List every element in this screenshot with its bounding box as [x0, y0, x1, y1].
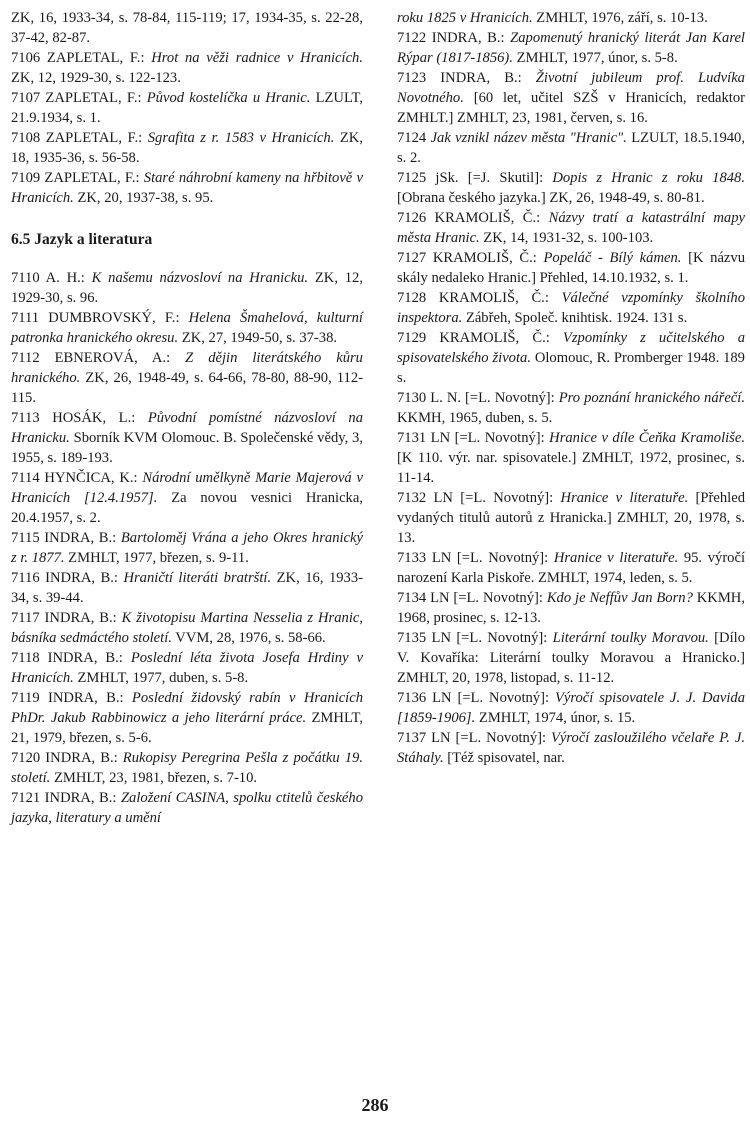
entry-title: K životopisu Martina Nesselia z Hranic, básníka sedmáctého století.: [11, 610, 364, 646]
entry-source: [Přehled vydaných titulů autorů z Hranicka.] ZMHLT, 20, 1978, s. 13.: [397, 490, 746, 546]
bibliography-entry: [11, 128, 363, 168]
bibliography-entry: [11, 408, 363, 468]
entry-title: Bartoloměj Vrána a jeho Okres hranický z r. 1877.: [11, 530, 363, 566]
entry-title: Hranice v díle Čeňka Kramoliše.: [549, 430, 745, 446]
entry-source: ZK, 26, 1948-49, s. 64-66, 78-80, 88-90, 112-115.: [11, 370, 363, 406]
bibliography-entry: [397, 168, 745, 208]
bibliography-entry: [397, 428, 745, 488]
entry-source: [K 110. výr. nar. spisovatele.] ZMHLT, 1972, prosinec, s. 11-14.: [397, 450, 745, 486]
bibliography-entry: [397, 588, 745, 628]
bibliography-entry: [11, 608, 363, 648]
entry-title: Pro poznání hranického nářečí.: [558, 390, 745, 406]
entry-title: Původní pomístné názvosloví na Hranicku.: [11, 410, 363, 446]
bibliography-entry: [397, 728, 745, 768]
entry-author: 7107 ZAPLETAL, F.:: [11, 90, 147, 106]
entry-author: 7109 ZAPLETAL, F.:: [11, 170, 144, 186]
entry-author: 7134 LN [=L. Novotný]:: [397, 590, 547, 606]
entry-author: 7116 INDRA, B.:: [11, 570, 124, 586]
right-column: [397, 8, 745, 768]
entry-author: 7132 LN [=L. Novotný]:: [397, 490, 561, 506]
entry-source: ZK, 12, 1929-30, s. 96.: [11, 270, 363, 306]
bibliography-entry: [11, 348, 363, 408]
page-number: 286: [361, 1095, 389, 1115]
entry-source: ZMHLT, 1977, březen, s. 9-11.: [64, 550, 249, 566]
entry-source: ZK, 18, 1935-36, s. 56-58.: [11, 130, 363, 166]
entry-continuation: [397, 8, 745, 28]
entry-source: LZULT, 18.5.1940, s. 2.: [397, 130, 745, 166]
bibliography-entry: [11, 748, 363, 788]
entry-author: 7129 KRAMOLIŠ, Č.:: [397, 330, 563, 346]
bibliography-entry: [397, 488, 745, 548]
bibliography-entry: [11, 648, 363, 688]
bibliography-entry: [11, 88, 363, 128]
entry-source: LZULT, 21.9.1934, s. 1.: [11, 90, 364, 126]
bibliography-entry: [397, 628, 745, 688]
entry-author: 7127 KRAMOLIŠ, Č.:: [397, 250, 544, 266]
entry-author: 7125 jSk. [=J. Skutil]:: [397, 170, 553, 186]
entry-author: 7126 KRAMOLIŠ, Č.:: [397, 210, 549, 226]
entry-author: 7111 DUMBROVSKÝ, F.:: [11, 310, 189, 326]
entry-author: 7123 INDRA, B.:: [397, 70, 536, 86]
entry-source: ZMHLT, 1977, únor, s. 5-8.: [512, 50, 678, 66]
entry-author: 7137 LN [=L. Novotný]:: [397, 730, 551, 746]
entry-author: 7106 ZAPLETAL, F.:: [11, 50, 152, 66]
entry-source: ZMHLT, 1976, září, s. 10-13.: [532, 10, 708, 26]
bibliography-entry: [11, 308, 363, 348]
entry-author: 7115 INDRA, B.:: [11, 530, 121, 546]
entry-source: ZK, 20, 1937-38, s. 95.: [73, 190, 214, 206]
entry-author: 7124: [397, 130, 431, 146]
entry-title: Národní umělkyně Marie Majerová v Hranicích [12.4.1957].: [11, 470, 363, 506]
entry-author: 7136 LN [=L. Novotný]:: [397, 690, 555, 706]
entry-title: Literární toulky Moravou.: [552, 630, 709, 646]
entry-author: 7130 L. N. [=L. Novotný]:: [397, 390, 559, 406]
entry-title: Dopis z Hranic z roku 1848.: [552, 170, 745, 186]
entry-author: 7121 INDRA, B.:: [11, 790, 121, 806]
bibliography-entry: [11, 168, 363, 208]
entry-source: [Obrana českého jazyka.] ZK, 26, 1948-49, s. 80-81.: [397, 190, 705, 206]
entry-source: ZMHLT, 1974, únor, s. 15.: [475, 710, 636, 726]
entry-title: Poslední židovský rabín v Hranicích PhDr. Jakub Rabbinowicz a jeho literární práce.: [11, 690, 363, 726]
bibliography-entry: [397, 548, 745, 588]
entry-author: 7128 KRAMOLIŠ, Č.:: [397, 290, 562, 306]
entry-title: Hraničtí literáti bratrští.: [123, 570, 272, 586]
bibliography-entry: [397, 248, 745, 288]
entry-title: Rukopisy Peregrina Pešla z počátku 19. století.: [11, 750, 363, 786]
entry-author: 7119 INDRA, B.:: [11, 690, 132, 706]
entry-title: Hranice v literatuře.: [560, 490, 689, 506]
bibliography-entry: [11, 268, 363, 308]
bibliography-entry: [11, 528, 363, 568]
entry-title: Názvy tratí a katastrální mapy města Hranic.: [397, 210, 745, 246]
entry-source: 95. výročí narození Karla Piskoře. ZMHLT, 1974, leden, s. 5.: [397, 550, 746, 586]
entry-title: Původ kostelíčka u Hranic.: [146, 90, 311, 106]
bibliography-entry: [397, 328, 745, 388]
entry-author: 7113 HOSÁK, L.:: [11, 410, 148, 426]
bibliography-entry: [397, 288, 745, 328]
entry-source: [Též spisovatel, nar.: [443, 750, 565, 766]
entry-source: ZMHLT, 21, 1979, březen, s. 5-6.: [11, 710, 364, 746]
bibliography-entry: [11, 688, 363, 748]
entry-source: ZK, 14, 1931-32, s. 100-103.: [479, 230, 654, 246]
entry-title: Sgrafita z r. 1583 v Hranicích.: [147, 130, 335, 146]
bibliography-entry: [397, 688, 745, 728]
entry-source: [K názvu skály nedaleko Hranic.] Přehled, 14.10.1932, s. 1.: [397, 250, 746, 286]
entry-author: 7118 INDRA, B.:: [11, 650, 131, 666]
entry-title: Zapomenutý hranický literát Jan Karel Rýpar (1817-1856).: [397, 30, 745, 66]
entry-author: 7112 EBNEROVÁ, A.:: [11, 350, 186, 366]
section-heading: 6.5 Jazyk a literatura: [11, 231, 153, 248]
entry-author: 7114 HYNČICA, K.:: [11, 470, 143, 486]
bibliography-entry: [11, 468, 363, 528]
entry-source: ZK, 27, 1949-50, s. 37-38.: [178, 330, 338, 346]
entry-source: Za novou vesnici Hranicka, 20.4.1957, s. 2.: [11, 490, 363, 526]
bibliography-entry: [397, 68, 745, 128]
entry-author: 7135 LN [=L. Novotný]:: [397, 630, 553, 646]
bibliography-entry: [397, 28, 745, 68]
entry-author: ZK, 16, 1933-34, s. 78-84, 115-119; 17, 1934-35, s. 22-28, 37-42, 82-87.: [11, 10, 363, 46]
entry-author: 7120 INDRA, B.:: [11, 750, 123, 766]
entry-continuation: [11, 8, 363, 48]
entry-title: Založení CASINA, spolku ctitelů českého jazyka, literatury a umění: [11, 790, 363, 826]
entry-title: Životní jubileum prof. Ludvíka Novotného.: [397, 70, 745, 106]
entry-title: K našemu názvosloví na Hranicku.: [91, 270, 309, 286]
entry-title: Vzpomínky z učitelského a spisovatelského života.: [397, 330, 745, 366]
entry-source: ZMHLT, 23, 1981, březen, s. 7-10.: [50, 770, 258, 786]
entry-title: Helena Šmahelová, kulturní patronka hranického okresu.: [11, 310, 363, 346]
entry-title: roku 1825 v Hranicích.: [397, 10, 533, 26]
entry-title: Staré náhrobní kameny na hřbitově v Hranicích.: [11, 170, 363, 206]
entry-source: [Dílo V. Kovaříka: Literární toulky Moravou a Hranicko.] ZMHLT, 20, 1978, listopad, s. 11-12.: [397, 630, 745, 686]
entry-title: Hrot na věži radnice v Hranicích.: [151, 50, 363, 66]
entry-source: KKMH, 1968, prosinec, s. 12-13.: [397, 590, 745, 626]
entry-author: 7117 INDRA, B.:: [11, 610, 122, 626]
entry-author: 7108 ZAPLETAL, F.:: [11, 130, 148, 146]
entry-source: Olomouc, R. Promberger 1948. 189 s.: [397, 350, 745, 386]
entry-title: Výročí spisovatele J. J. Davida [1859-1906].: [397, 690, 745, 726]
entry-title: Kdo je Neffův Jan Born?: [546, 590, 693, 606]
entry-title: Jak vznikl název města "Hranic".: [430, 130, 627, 146]
bibliography-entry: [397, 128, 745, 168]
entry-title: Válečné vzpomínky školního inspektora.: [397, 290, 746, 326]
entry-source: Sborník KVM Olomouc. B. Společenské vědy, 3, 1955, s. 189-193.: [11, 430, 363, 466]
entry-source: KKMH, 1965, duben, s. 5.: [397, 410, 553, 426]
entry-author: 7122 INDRA, B.:: [397, 30, 511, 46]
entry-title: Výročí zasloužilého včelaře P. J. Stáhaly.: [397, 730, 745, 766]
bibliography-entry: [11, 48, 363, 88]
bibliography-entry: [11, 568, 363, 608]
entry-source: Zábřeh, Společ. knihtisk. 1924. 131 s.: [462, 310, 688, 326]
entry-source: [60 let, učitel SZŠ v Hranicích, redaktor ZMHLT.] ZMHLT, 23, 1981, červen, s. 16.: [397, 90, 745, 126]
entry-author: 7133 LN [=L. Novotný]:: [397, 550, 554, 566]
entry-source: VVM, 28, 1976, s. 58-66.: [171, 630, 326, 646]
entry-author: 7131 LN [=L. Novotný]:: [397, 430, 550, 446]
entry-source: ZK, 16, 1933-34, s. 39-44.: [11, 570, 364, 606]
entry-author: 7110 A. H.:: [11, 270, 92, 286]
entry-source: ZK, 12, 1929-30, s. 122-123.: [11, 70, 181, 86]
bibliography-entry: [397, 388, 745, 428]
entry-title: Hranice v literatuře.: [553, 550, 679, 566]
bibliography-entry: [11, 788, 363, 828]
entry-title: Z dějin literátského kůru hranického.: [11, 350, 363, 386]
entry-source: ZMHLT, 1977, duben, s. 5-8.: [73, 670, 249, 686]
bibliography-entry: [397, 208, 745, 248]
entry-title: Poslední léta života Josefa Hrdiny v Hranicích.: [11, 650, 363, 686]
entry-title: Popeláč - Bílý kámen.: [543, 250, 682, 266]
left-column: [11, 8, 363, 828]
